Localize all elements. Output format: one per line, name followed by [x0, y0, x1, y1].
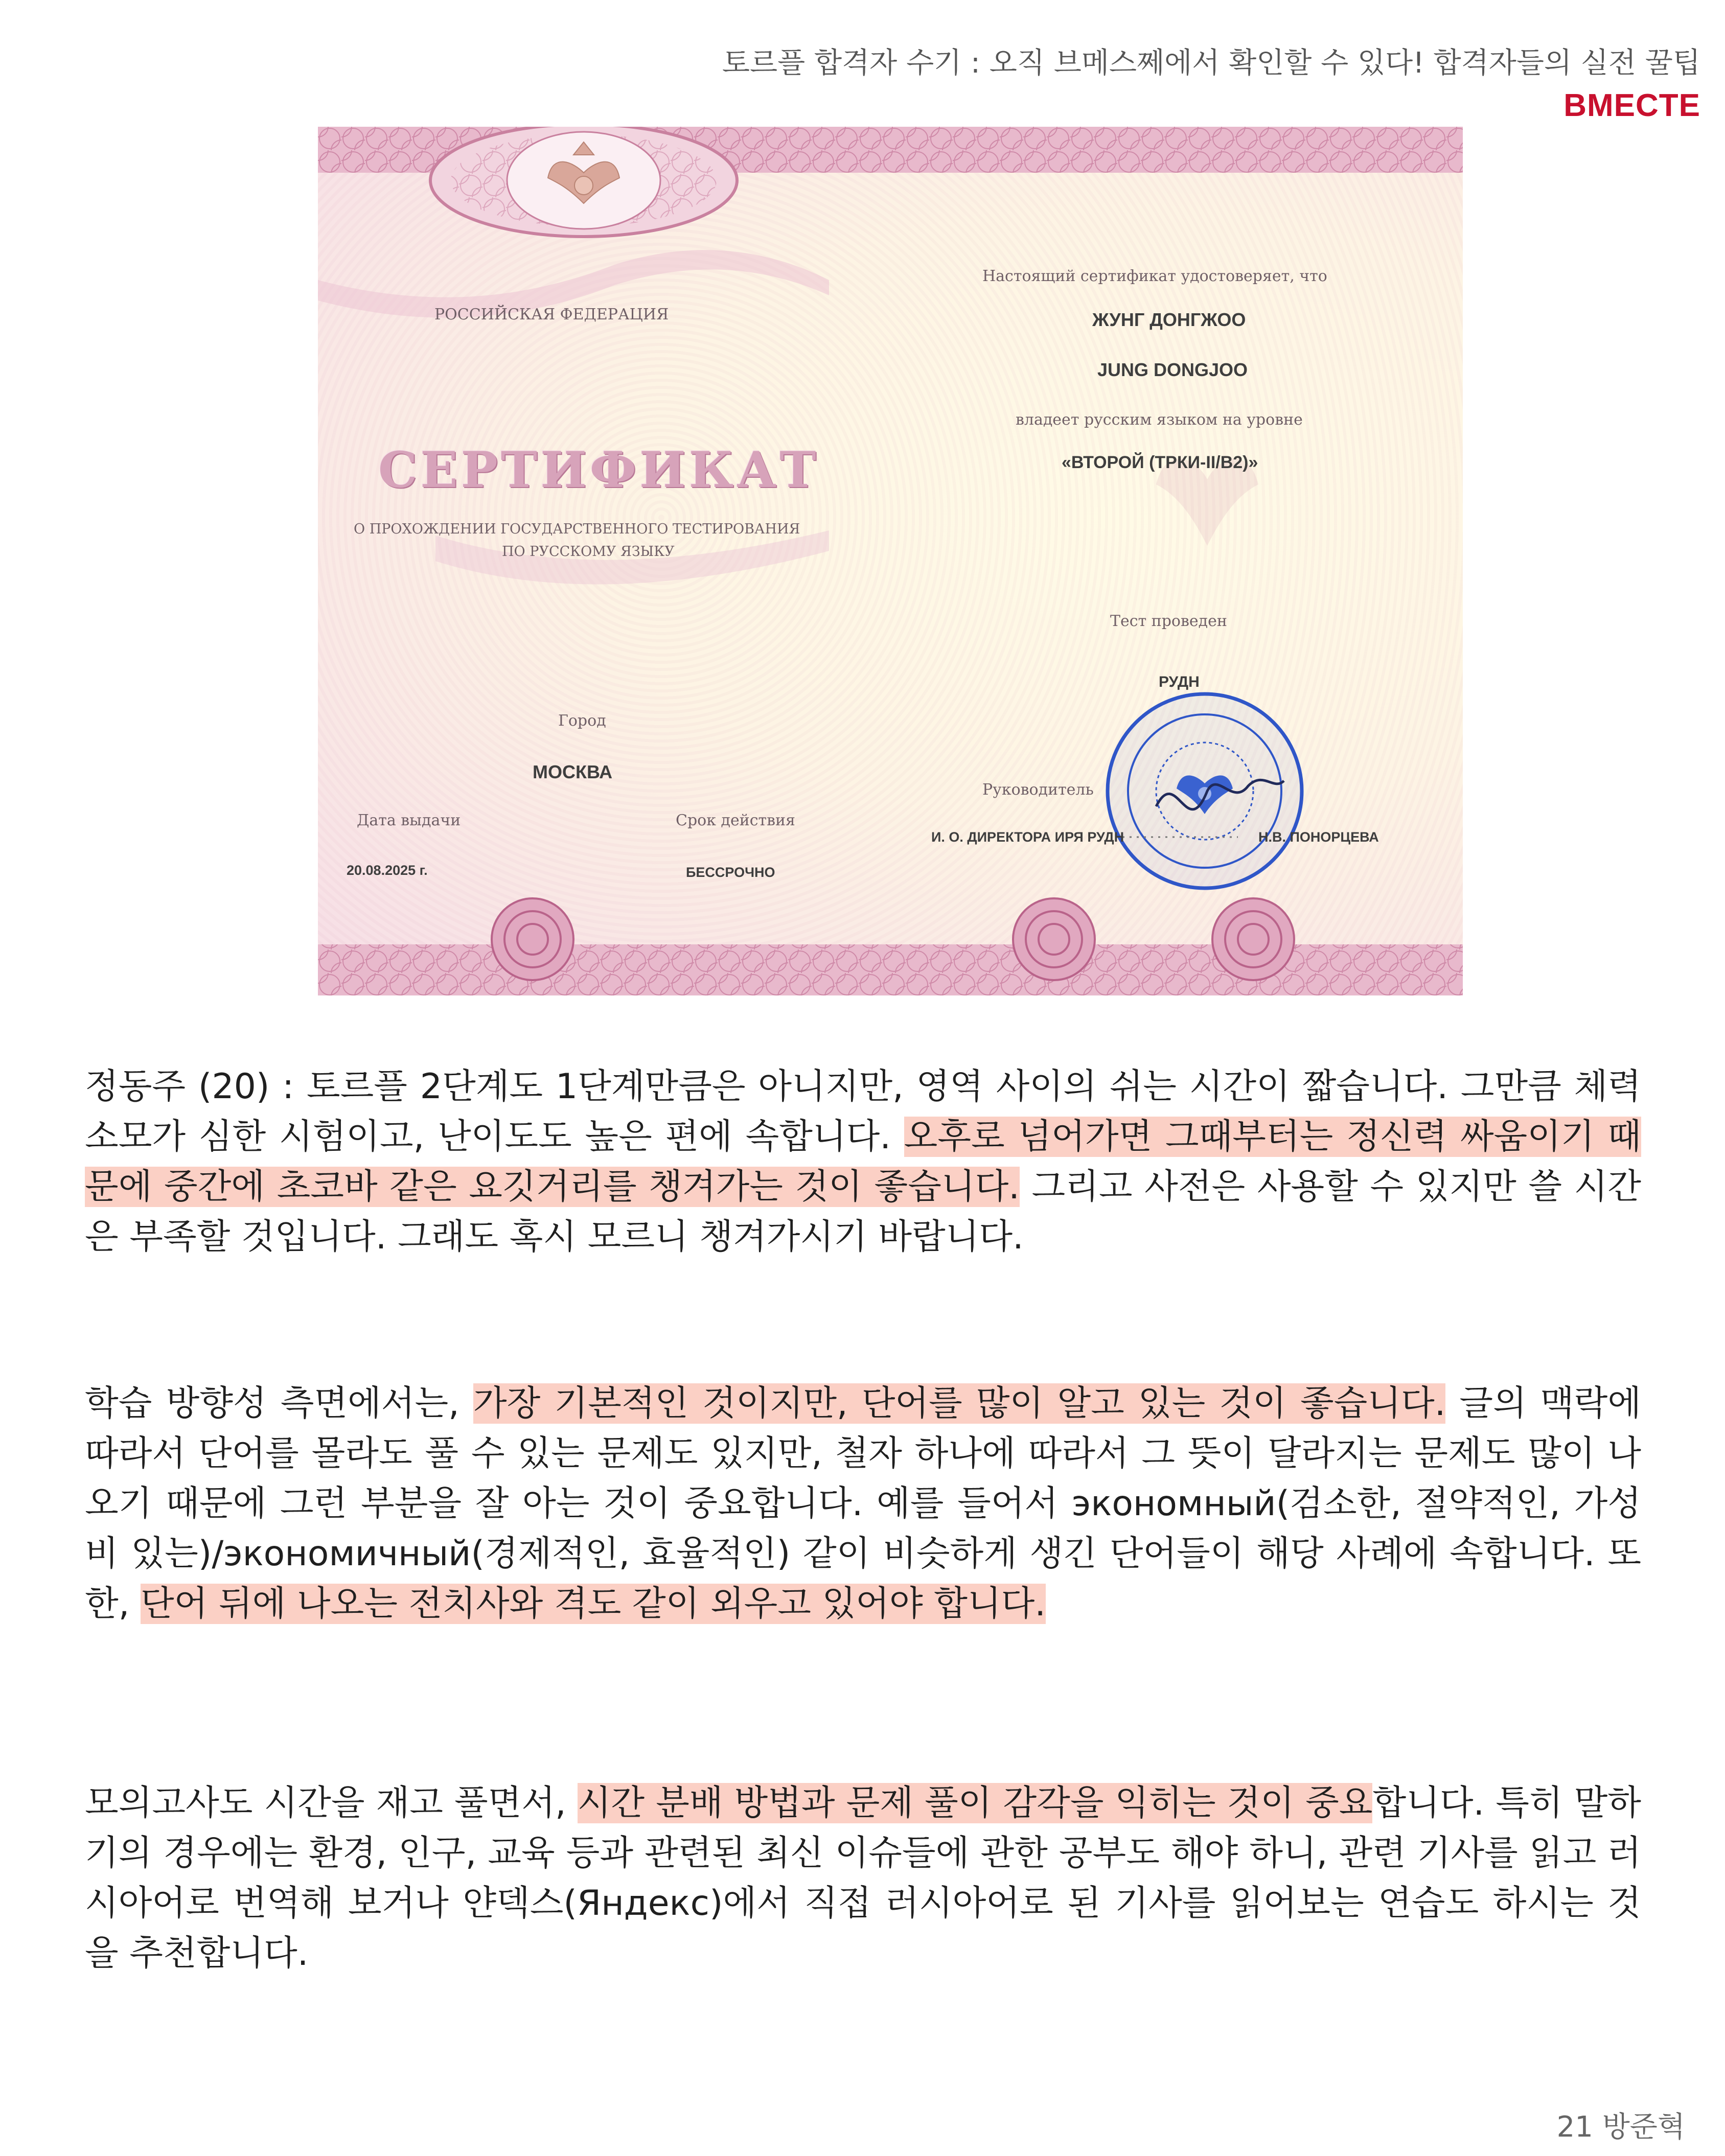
certificate-image [318, 127, 1463, 995]
page-footer [1557, 2104, 1685, 2145]
cert-head-name: Н.В. ПОНОРЦЕВА [1258, 829, 1379, 845]
page-header [722, 46, 1700, 124]
page-number: 21 [1556, 2111, 1593, 2144]
cert-issue-date: 20.08.2025 г. [347, 863, 428, 878]
cert-city-label: Город [558, 712, 606, 730]
paragraph-3-text-mid: 합니다. 특히 말하기의 경우에는 환경, 인구, 교육 등과 관련된 최신 이슈들에 관한 공부도 해야 하니, 관련 기사를 읽고 러시아어로 번역해 보거나 얀덱스( [85, 1783, 1641, 1923]
official-stamp-icon [1108, 694, 1302, 888]
paragraph-2 [85, 1379, 1641, 1629]
brand-logo: BMECTE [1563, 88, 1700, 124]
paragraph-1-text-end: 그리고 사전은 사용할 수 있지만 쓸 시간은 부족할 것입니다. 그래도 혹시 모르니 챙겨가시기 바랍니다. [85, 1167, 1641, 1257]
cert-subtitle-1: О ПРОХОЖДЕНИИ ГОСУДАРСТВЕННОГО ТЕСТИРОВАНИЯ [354, 521, 800, 537]
cert-issue-date-label: Дата выдачи [357, 812, 461, 829]
cert-head-title: И. О. ДИРЕКТОРА ИРЯ РУДН [931, 829, 1124, 845]
cert-name-en: JUNG DONGJOO [1097, 359, 1248, 380]
russian-word-yandex: Яндекс [577, 1883, 709, 1923]
cert-city: МОСКВА [533, 761, 613, 782]
cert-subtitle-2: ПО РУССКОМУ ЯЗЫКУ [502, 544, 675, 560]
paragraph-2-gloss-2: (경제적인, 효율적인) 같이 비슷하게 생긴 단어들이 해당 사례에 속합니다. 또한, [85, 1534, 1642, 1624]
author-name: 방준혁 [1602, 2111, 1685, 2144]
certificate-ornament [318, 127, 1463, 995]
russian-word-ekonomichnyi: экономичный [223, 1534, 471, 1574]
cert-name-ru: ЖУНГ ДОНГЖОО [1092, 309, 1246, 330]
paragraph-2-text-mid: 글의 맥락에 따라서 단어를 몰라도 풀 수 있는 문제도 있지만, 철자 하나에 따라서 그 뜻이 달라지는 문제도 많이 나오기 때문에 그런 부분을 잘 아는 것이 중요합니다. 예를 들어서 [85, 1383, 1642, 1524]
header-title: 토르플 합격자 수기 : 오직 브메스쩨에서 확인할 수 있다! 합격자들의 실전 꿀팁 [722, 47, 1700, 80]
paragraph-1-text: 정동주 (20) : 토르플 2단계도 1단계만큼은 아니지만, 영역 사이의 쉬는 시간이 짧습니다. 그만큼 체력 소모가 심한 시험이고, 난이도도 높은 편에 속합니다. [85, 1067, 1641, 1157]
paragraph-3 [85, 1778, 1641, 1979]
paragraph-3-highlight: 시간 분배 방법과 문제 풀이 감각을 익히는 것이 중요 [577, 1783, 1373, 1823]
paragraph-3-text-end: )에서 직접 러시아어로 된 기사를 읽어보는 연습도 하시는 것을 추천합니다. [85, 1883, 1641, 1974]
cert-validity-label: Срок действия [676, 812, 795, 829]
paragraph-2-text: 학습 방향성 측면에서는, [85, 1383, 473, 1424]
cert-country: РОССИЙСКАЯ ФЕДЕРАЦИЯ [434, 306, 669, 323]
cert-validity: БЕССРОЧНО [686, 865, 775, 880]
cert-level-label: владеет русским языком на уровне [1016, 411, 1303, 429]
russian-word-ekonomnyi: экономный [1071, 1483, 1276, 1524]
cert-level: «ВТОРОЙ (ТРКИ-II/B2)» [1062, 453, 1258, 472]
cert-test-org: РУДН [1159, 674, 1200, 690]
cert-certifies-label: Настоящий сертификат удостоверяет, что [982, 267, 1327, 285]
paragraph-1-highlight: 오후로 넘어가면 그때부터는 정신력 싸움이기 때문에 중간에 초코바 같은 요깃거리를 챙겨가는 것이 좋습니다. [85, 1117, 1641, 1207]
paragraph-2-highlight-1: 가장 기본적인 것이지만, 단어를 많이 알고 있는 것이 좋습니다. [473, 1383, 1446, 1424]
paragraph-3-text: 모의고사도 시간을 재고 풀면서, [85, 1783, 578, 1823]
cert-test-label: Тест проведен [1110, 612, 1227, 630]
paragraph-2-highlight-2: 단어 뒤에 나오는 전치사와 격도 같이 외우고 있어야 합니다. [140, 1584, 1046, 1624]
cert-title: СЕРТИФИКАТ [378, 441, 819, 499]
cert-head-label: Руководитель [982, 781, 1094, 799]
paragraph-2-gloss-1: (검소한, 절약적인, 가성비 있는)/ [85, 1483, 1641, 1574]
paragraph-1 [85, 1062, 1641, 1262]
